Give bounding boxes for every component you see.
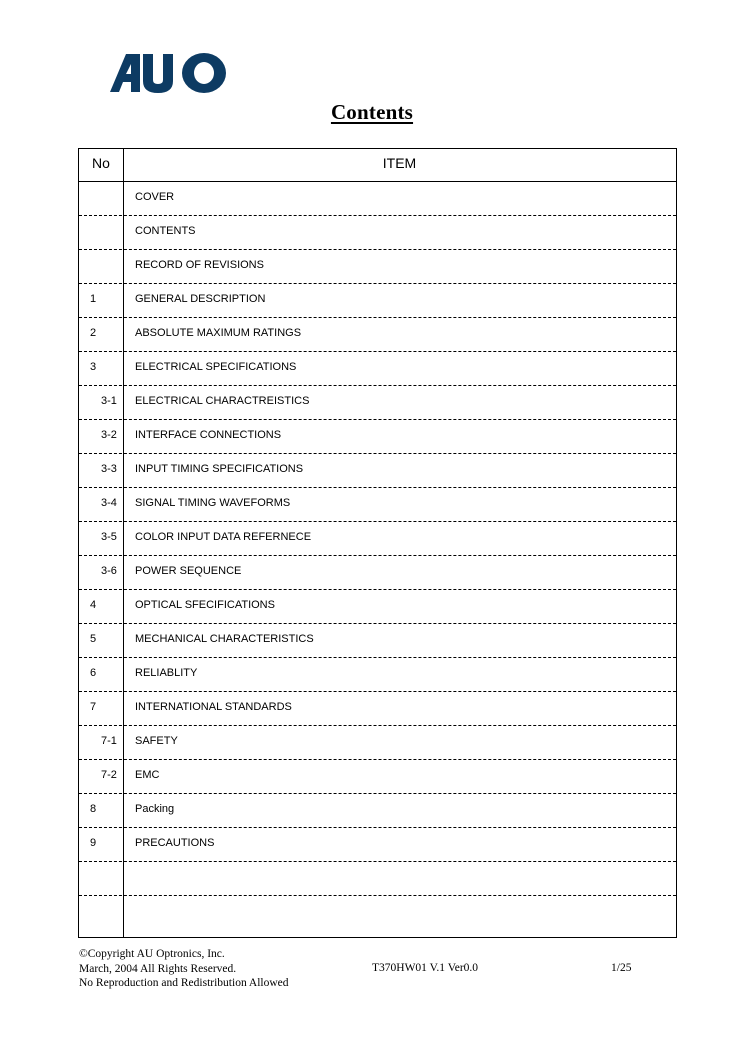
footer-page-number: 1/25 (611, 962, 632, 974)
row-item: COVER (135, 191, 175, 203)
contents-table (78, 148, 677, 938)
logo-letter-u (143, 54, 173, 93)
row-number: 7-1 (101, 735, 117, 747)
page-title: Contents (330, 100, 414, 124)
row-number: 3-5 (101, 531, 117, 543)
table-row (79, 658, 676, 692)
footer-date-rights: March, 2004 All Rights Reserved. (79, 963, 237, 975)
header-item: ITEM (382, 155, 417, 171)
row-number: 3-4 (101, 497, 117, 509)
table-row (79, 896, 676, 930)
table-row (79, 216, 676, 250)
row-number: 6 (90, 667, 97, 679)
table-row (79, 760, 676, 794)
row-number: 2 (90, 327, 97, 339)
row-number: 8 (90, 803, 97, 815)
table-row (79, 318, 676, 352)
table-row (79, 386, 676, 420)
row-item: SAFETY (135, 735, 178, 747)
footer-reproduction: No Reproduction and Redistribution Allowed (79, 977, 289, 989)
table-row (79, 590, 676, 624)
footer-copyright: ©Copyright AU Optronics, Inc. (79, 948, 225, 960)
row-item: INTERFACE CONNECTIONS (135, 429, 282, 441)
row-item: COLOR INPUT DATA REFERNECE (135, 531, 312, 543)
table-row (79, 726, 676, 760)
row-number: 7 (90, 701, 97, 713)
table-row (79, 454, 676, 488)
table-row (79, 488, 676, 522)
table-row (79, 352, 676, 386)
table-row (79, 828, 676, 862)
row-item: SIGNAL TIMING WAVEFORMS (135, 497, 291, 509)
row-item: ELECTRICAL SPECIFICATIONS (135, 361, 297, 373)
row-item: CONTENTS (135, 225, 196, 237)
table-row (79, 556, 676, 590)
table-header (79, 149, 676, 182)
auo-logo (110, 52, 228, 94)
table-row (79, 862, 676, 896)
table-row (79, 794, 676, 828)
row-number: 7-2 (101, 769, 117, 781)
logo-letter-a (110, 54, 140, 92)
row-item: RECORD OF REVISIONS (135, 259, 264, 271)
row-item: INPUT TIMING SPECIFICATIONS (135, 463, 304, 475)
row-item: INTERNATIONAL STANDARDS (135, 701, 292, 713)
row-item: GENERAL DESCRIPTION (135, 293, 266, 305)
table-row (79, 522, 676, 556)
row-item: EMC (135, 769, 160, 781)
row-number: 3-2 (101, 429, 117, 441)
header-no: No (92, 155, 110, 171)
row-number: 4 (90, 599, 97, 611)
row-item: POWER SEQUENCE (135, 565, 242, 577)
row-item: ABSOLUTE MAXIMUM RATINGS (135, 327, 302, 339)
row-number: 5 (90, 633, 97, 645)
row-number: 9 (90, 837, 97, 849)
table-row (79, 692, 676, 726)
row-number: 3-6 (101, 565, 117, 577)
footer-doc-id: T370HW01 V.1 Ver0.0 (372, 962, 479, 974)
table-row (79, 624, 676, 658)
table-row (79, 182, 676, 216)
row-number: 1 (90, 293, 97, 305)
row-item: PRECAUTIONS (135, 837, 215, 849)
table-row (79, 284, 676, 318)
row-item: RELIABLITY (135, 667, 198, 679)
row-number: 3-1 (101, 395, 117, 407)
row-number: 3 (90, 361, 97, 373)
row-number: 3-3 (101, 463, 117, 475)
table-row (79, 420, 676, 454)
row-item: ELECTRICAL CHARACTREISTICS (135, 395, 310, 407)
row-item: OPTICAL SFECIFICATIONS (135, 599, 275, 611)
row-item: Packing (135, 803, 175, 815)
row-item: MECHANICAL CHARACTERISTICS (135, 633, 314, 645)
table-row (79, 250, 676, 284)
